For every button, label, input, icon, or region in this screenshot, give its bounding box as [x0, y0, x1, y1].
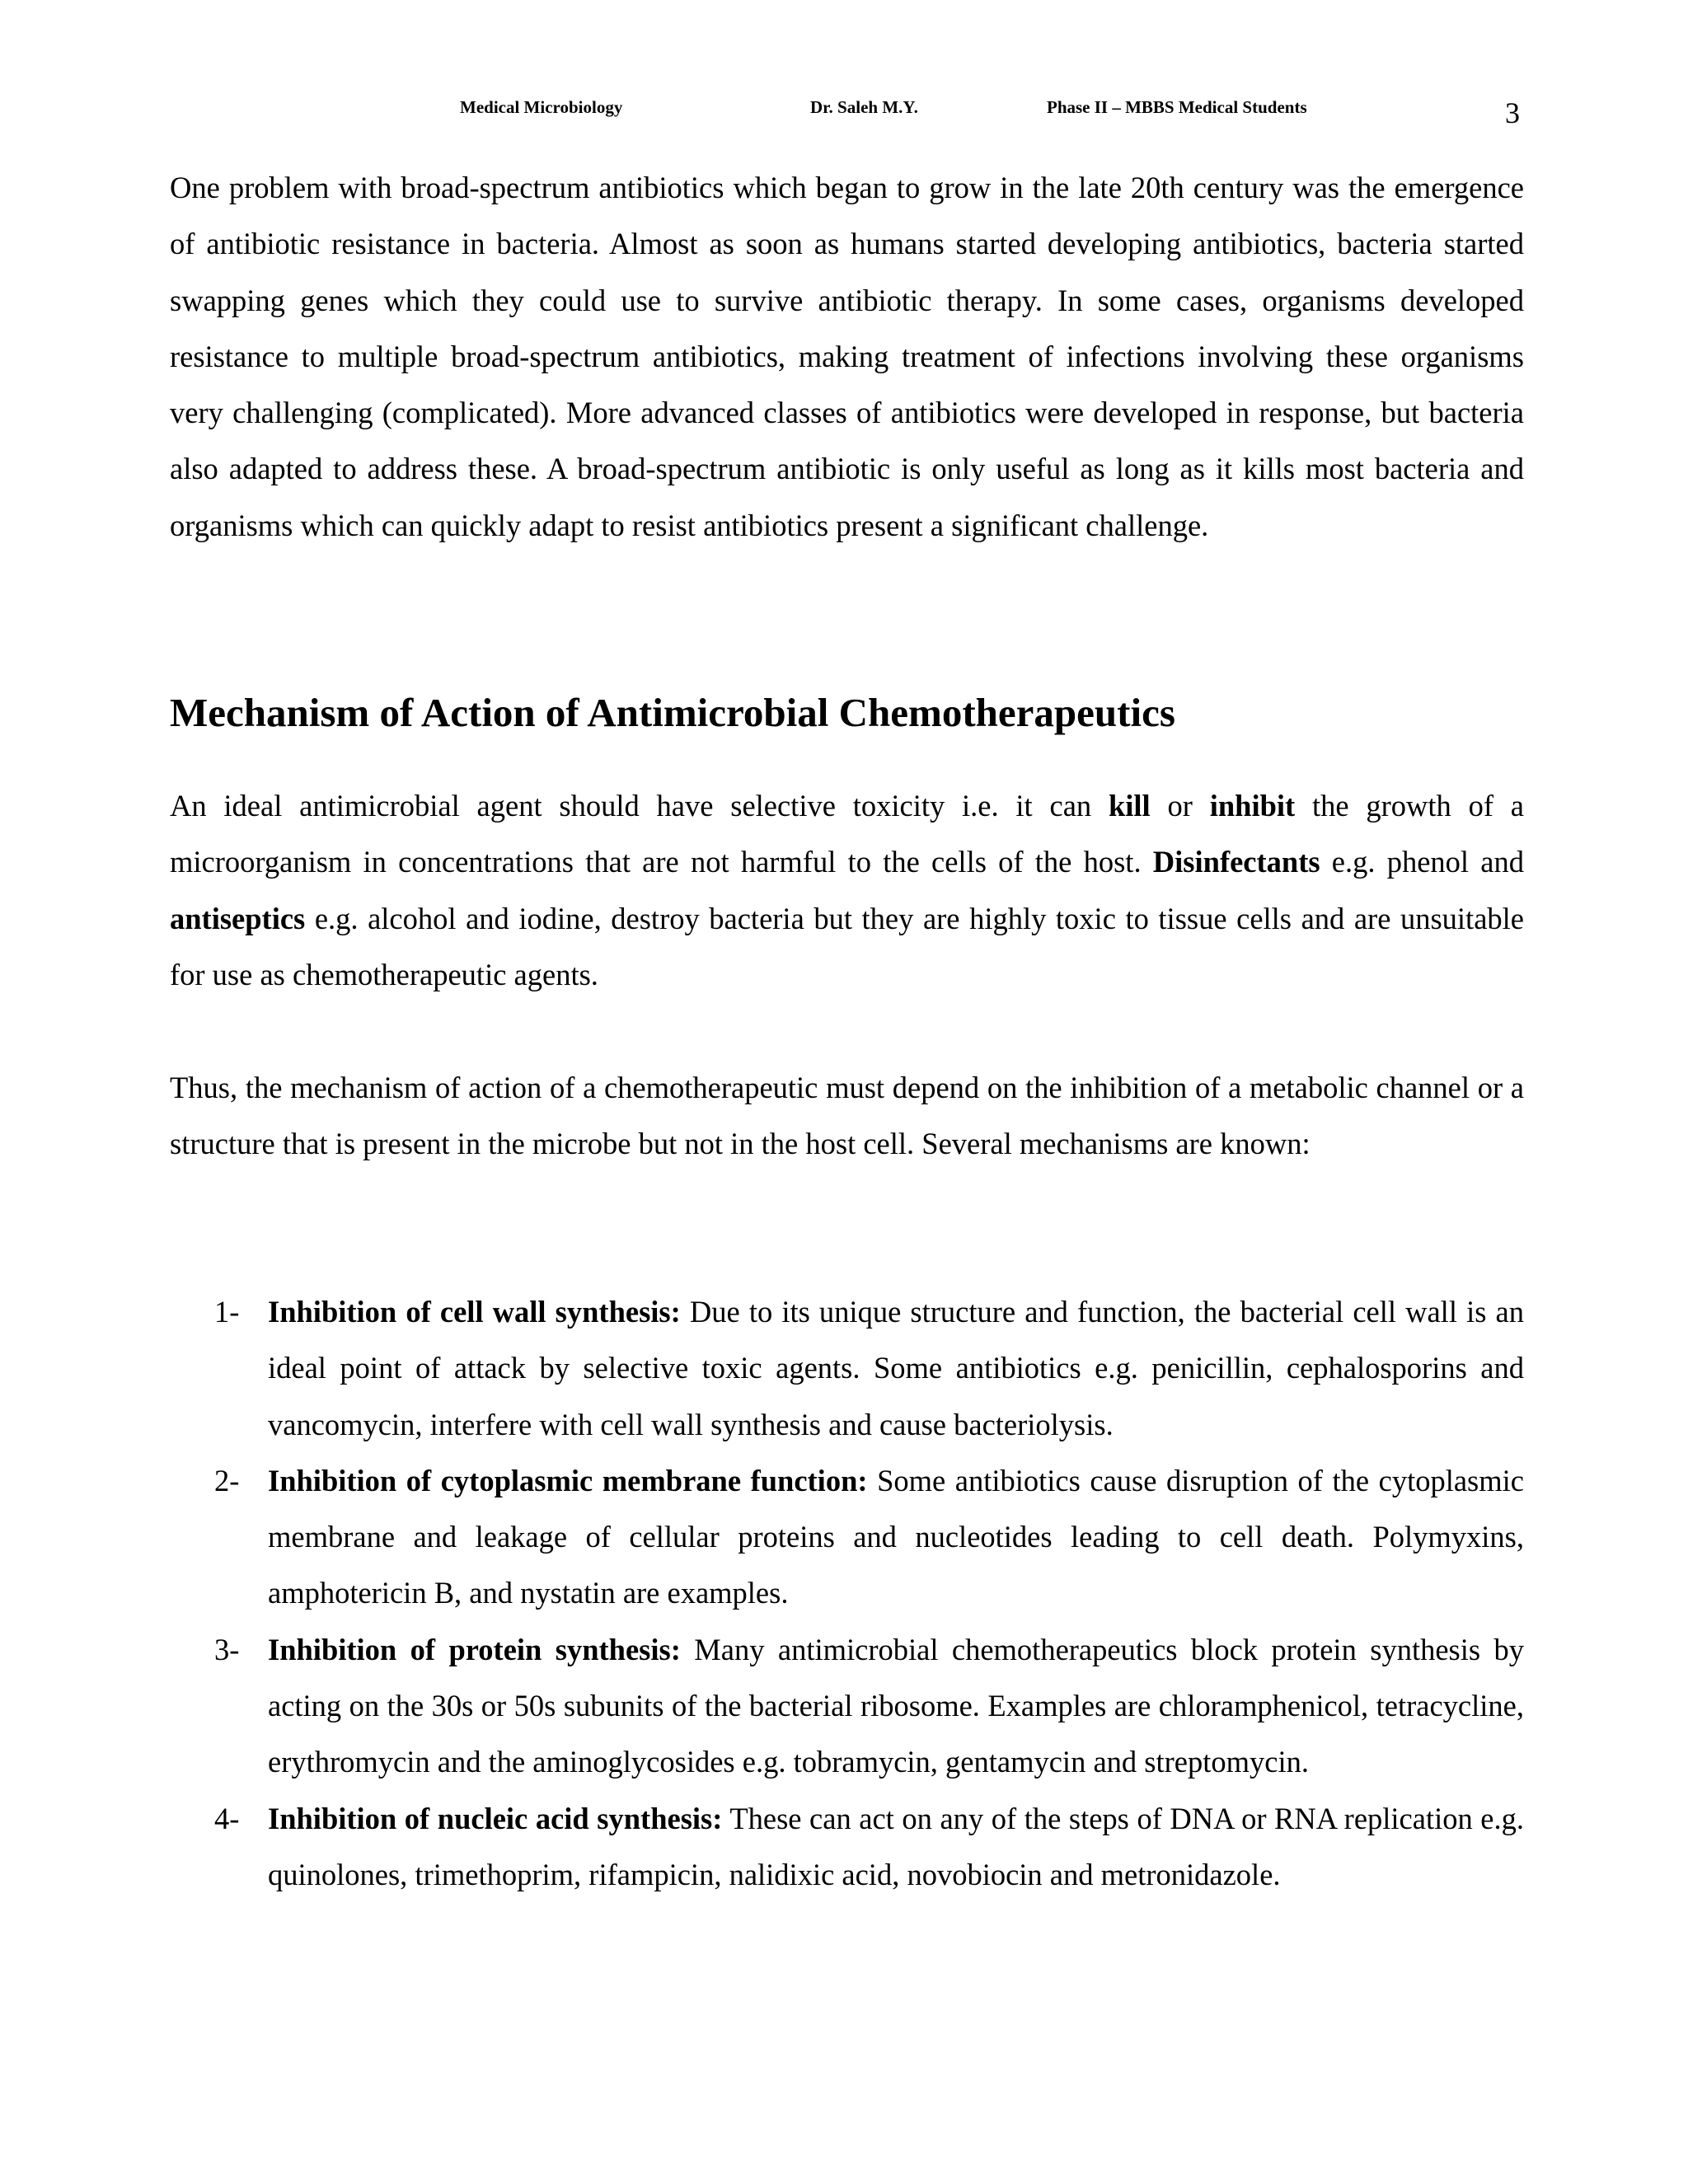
- header-author: Dr. Saleh M.Y.: [810, 97, 918, 117]
- mechanism-list: [170, 1284, 1524, 1903]
- mechanism-title: Inhibition of nucleic acid synthesis:: [268, 1801, 723, 1835]
- mechanism-title: Inhibition of protein synthesis:: [268, 1632, 681, 1666]
- ideal-agent-paragraph: [170, 778, 1524, 1003]
- ideal-agent-text-1: An ideal antimicrobial agent should have selective toxicity i.e. it can: [170, 789, 1109, 823]
- term-kill: kill: [1108, 789, 1151, 823]
- intro-paragraph: One problem with broad-spectrum antibiotics which began to grow in the late 20th century was the emergence of antibiotic resistance in bacteria. Almost as soon as humans started developing antibiotics, bacteria started swapping genes which they could use to survive antibiotic therapy. In some cases, organisms developed resistance to multiple broad-spectrum antibiotics, making treatment of infections involving these organisms very challenging (complicated). More advanced classes of antibiotics were developed in response, but bacteria also adapted to address these. A broad-spectrum antibiotic is only useful as long as it kills most bacteria and organisms which can quickly adapt to resist antibiotics present a significant challenge.: [170, 171, 1524, 542]
- mechanism-item-3: [170, 1622, 1524, 1791]
- ideal-agent-text-5: e.g. alcohol and iodine, destroy bacteria but they are highly toxic to tissue cells and are unsuitable for use as chemotherapeutic agents.: [170, 901, 1524, 991]
- mechanism-text: Some antibiotics cause disruption of the cytoplasmic membrane and leakage of cellular proteins and nucleotides leading to cell death. Polymyxins, amphotericin B, and nystatin are examples.: [268, 1463, 1524, 1610]
- ideal-agent-text-4: e.g. phenol and: [1320, 845, 1524, 879]
- term-inhibit: inhibit: [1209, 789, 1296, 823]
- mechanism-text: Due to its unique structure and function, the bacterial cell wall is an ideal point of attack by selective toxic agents. Some antibiotics e.g. penicillin, cephalosporins and vancomycin, interfere with cell wall synthesis and cause bacteriolysis.: [268, 1295, 1524, 1441]
- mechanism-text: Many antimicrobial chemotherapeutics block protein synthesis by acting on the 30s or 50s subunits of the bacterial ribosome. Examples are chloramphenicol, tetracycline, erythromycin and the aminoglycosides e.g. tobramycin, gentamycin and streptomycin.: [268, 1632, 1524, 1779]
- mechanism-title: Inhibition of cytoplasmic membrane function:: [268, 1463, 868, 1497]
- header-course: Medical Microbiology: [460, 97, 623, 117]
- mechanism-item-1: [170, 1284, 1524, 1453]
- section-title: Mechanism of Action of Antimicrobial Chemotherapeutics: [170, 690, 1175, 735]
- mechanism-number: 3-: [214, 1632, 240, 1666]
- term-antiseptics: antiseptics: [170, 901, 306, 935]
- ideal-agent-text-3: the growth of a microorganism in concentrations that are not harmful to the cells of the host.: [170, 789, 1525, 879]
- page-number: 3: [1505, 96, 1520, 129]
- term-disinfectants: Disinfectants: [1152, 845, 1320, 879]
- mechanism-number: 4-: [214, 1801, 240, 1835]
- mechanism-paragraph: Thus, the mechanism of action of a chemotherapeutic must depend on the inhibition of a metabolic channel or a structure that is present in the microbe but not in the host cell. Several mechanisms are known:: [170, 1071, 1524, 1161]
- mechanism-item-4: [170, 1791, 1524, 1904]
- mechanism-item-2: [170, 1453, 1524, 1622]
- header-phase: Phase II – MBBS Medical Students: [1047, 97, 1307, 117]
- mechanism-title: Inhibition of cell wall synthesis:: [268, 1295, 681, 1329]
- mechanism-number: 1-: [214, 1295, 240, 1329]
- mechanism-text: These can act on any of the steps of DNA or RNA replication e.g. quinolones, trimethoprim, rifampicin, nalidixic acid, novobiocin and metronidazole.: [268, 1801, 1525, 1891]
- mechanism-number: 2-: [214, 1463, 240, 1497]
- ideal-agent-text-2: or: [1150, 789, 1210, 823]
